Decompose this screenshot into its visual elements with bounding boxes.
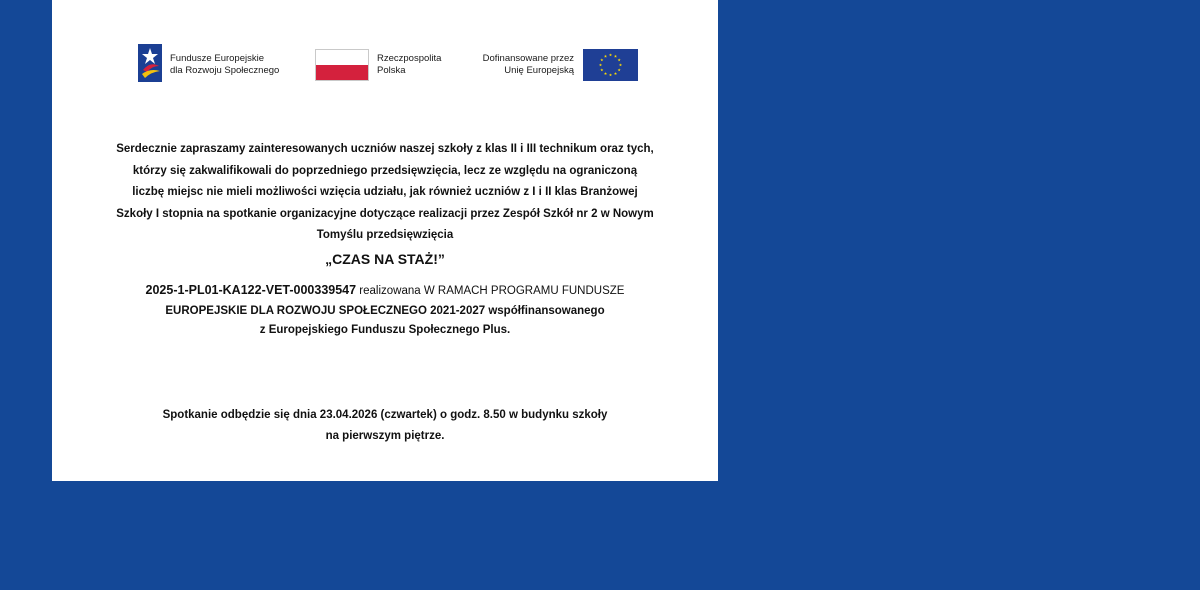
fundusze-europejskie-star-icon [138, 44, 162, 82]
project-info-line1 [92, 281, 678, 302]
eu-logo-line2: Unię Europejską [504, 65, 574, 76]
project-title: „CZAS NA STAŻ!” [325, 251, 445, 267]
project-realized-text: realizowana W RAMACH PROGRAMU FUNDUSZE [356, 285, 625, 297]
rp-logo-line2: Polska [377, 65, 406, 76]
project-info-line3: z Europejskiego Funduszu Społecznego Plus. [259, 324, 511, 336]
announcement-card [52, 0, 718, 481]
funding-logo-bar [52, 0, 718, 100]
project-info-line2: EUROPEJSKIE DLA ROZWOJU SPOŁECZNEGO 2021-2027 współfinansowanego [165, 304, 605, 317]
eu-logo-text [462, 53, 574, 77]
meeting-details [92, 405, 678, 447]
eu-logo-line1: Dofinansowane przez [482, 53, 574, 64]
invitation-line: Szkoły I stopnia na spotkanie organizacyjne dotyczące realizacji przez Zespół Szkół nr 2 w Nowym [116, 207, 654, 220]
invitation-line: którzy się zakwalifikowali do poprzedniego przedsięwzięcia, lecz ze względu na ograniczoną [132, 164, 638, 177]
rp-logo-line1: Rzeczpospolita [377, 53, 442, 64]
fe-logo-line1: Fundusze Europejskie [170, 53, 264, 64]
eu-flag-icon [583, 49, 638, 81]
project-info [92, 281, 678, 341]
fe-logo-line2: dla Rozwoju Społecznego [170, 65, 280, 76]
polish-flag-icon [315, 49, 369, 81]
invitation-line: liczbę miejsc nie mieli możliwości wzięcia udziału, jak również uczniów z I i II klas Branżowej [132, 186, 638, 198]
meeting-line2: na pierwszym piętrze. [325, 430, 445, 442]
fe-logo-text [170, 53, 310, 77]
rp-logo-text [377, 53, 441, 77]
project-code: 2025-1-PL01-KA122-VET-000339547 [145, 283, 357, 297]
meeting-line1: Spotkanie odbędzie się dnia 23.04.2026 (czwartek) o godz. 8.50 w budynku szkoły [162, 409, 608, 421]
invitation-paragraph [92, 139, 678, 247]
invitation-line: Serdecznie zapraszamy zainteresowanych uczniów naszej szkoły z klas II i III technikum oraz tych, [116, 143, 654, 155]
invitation-line: Tomyślu przedsięwzięcia [316, 229, 454, 241]
